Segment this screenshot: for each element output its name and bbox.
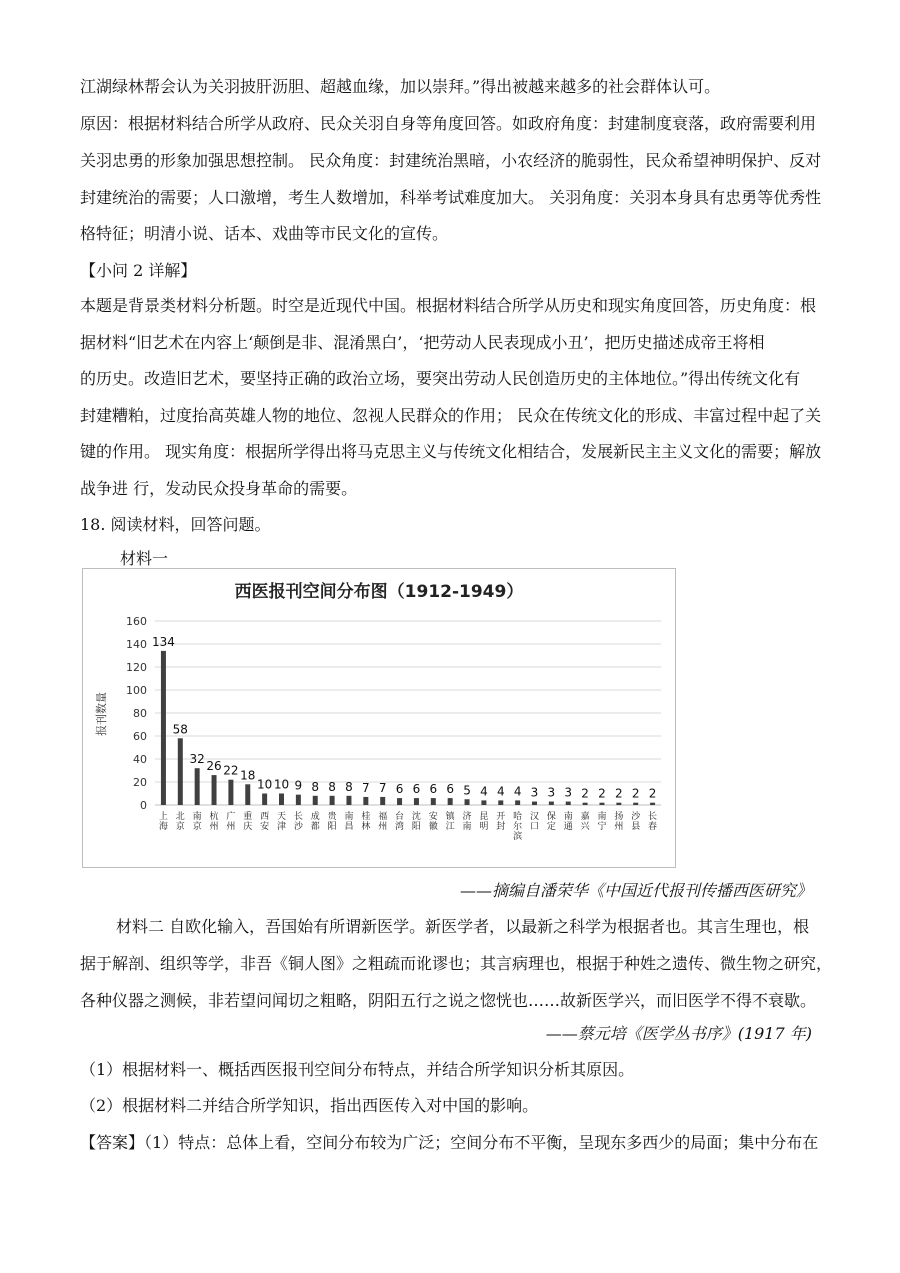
bar-昆明 [481,800,486,805]
data-label: 7 [362,780,370,795]
bar-chart [83,569,675,867]
text-line: 关羽忠勇的形象加强思想控制。 民众角度：封建统治黑暗，小农经济的脆弱性，民众希望神明保护、反对 [80,151,822,170]
answer-line [80,1130,818,1153]
x-tick-label: 嘉兴 [580,812,590,832]
bar-嘉兴 [583,803,588,805]
x-tick-label: 长沙 [293,812,303,832]
x-tick-label: 安徽 [428,812,438,832]
data-label: 22 [223,763,239,778]
bar-成都 [313,796,318,805]
data-label: 6 [412,782,421,797]
data-label: 6 [446,782,454,797]
x-tick-label: 贵阳 [327,812,337,832]
source-citation-1: ——摘编自潘荣华《中国近代报刊传播西医研究》 [459,881,812,900]
x-tick-label: 保定 [546,812,556,832]
x-tick-label: 南宁 [597,812,607,832]
data-label: 4 [513,784,522,799]
x-tick-label: 开封 [496,812,506,832]
data-label: 2 [581,786,589,801]
bar-安徽 [431,798,436,805]
text-line: 据材料“旧艺术在内容上‘颠倒是非、混淆黑白’，‘把劳动人民表现成小丑’，把历史描述成帝王将相 [80,333,765,352]
x-tick-label: 广州 [226,812,236,832]
text-line: 各种仪器之测候，非若望问闻切之粗略，阴阳五行之说之惚恍也……故新医学兴，而旧医学不得不衰歇。 [80,991,817,1010]
data-label: 134 [151,634,175,649]
y-tick-label: 80 [133,707,147,720]
y-tick-label: 20 [133,776,147,789]
text-line: 据于解剖、组织等学，非吾《铜人图》之粗疏而讹谬也；其言病理也，根据于种姓之遗传、微生物之研究， [80,954,833,973]
text-line: 本题是背景类材料分析题。时空是近现代中国。根据材料结合所学从历史和现实角度回答，历史角度：根 [80,296,817,315]
x-tick-label: 南昌 [344,812,354,832]
bar-长春 [650,803,655,805]
data-label: 10 [273,777,290,792]
bar-南通 [566,802,571,805]
source-citation-2: ——蔡元培《医学丛书序》(1917 年) [545,1024,812,1043]
bar-南昌 [346,796,351,805]
data-label: 6 [395,782,404,797]
data-label: 5 [463,783,471,798]
x-tick-label: 汉口 [529,812,540,832]
bar-上海 [161,651,166,805]
data-label: 3 [530,785,539,800]
text-line: 江湖绿林帮会认为关羽披肝沥胆、超越血缘，加以崇拜。”得出被越来越多的社会群体认可。 [80,77,721,96]
x-tick-label: 沙县 [631,812,641,832]
bar-杭州 [212,775,217,805]
data-label: 10 [256,777,273,792]
x-tick-label: 桂林 [361,812,371,832]
bar-桂林 [363,797,368,805]
x-tick-label: 南京 [192,812,202,832]
bar-重庆 [245,784,250,805]
data-label: 3 [564,785,573,800]
bar-汉口 [532,802,537,805]
x-tick-label: 西安 [260,812,270,832]
data-label: 7 [378,780,387,795]
x-tick-label: 成都 [310,812,320,832]
data-label: 26 [206,759,222,774]
data-label: 3 [547,785,556,800]
bar-南京 [195,768,200,805]
data-label: 8 [311,779,320,794]
text-line: 的历史。改造旧艺术，要坚持正确的政治立场，要突出劳动人民创造历史的主体地位。”得出传统文化有 [80,369,801,388]
question-18: 18. 阅读材料，回答问题。 [80,515,271,534]
bar-扬州 [616,803,621,805]
y-axis-label: 报刊数量 [95,692,108,736]
y-tick-label: 100 [126,684,147,697]
data-label: 18 [240,768,256,783]
data-label: 58 [172,722,188,737]
data-label: 2 [648,786,657,801]
x-tick-label: 哈尔滨 [513,812,523,842]
data-label: 2 [631,786,640,801]
chart-frame [82,568,676,868]
x-tick-label: 南通 [563,812,573,832]
data-label: 32 [189,752,205,767]
y-tick-label: 140 [126,638,147,651]
data-label: 6 [429,782,438,797]
bar-天津 [279,794,284,806]
data-label: 2 [598,786,606,801]
bar-镇江 [448,798,453,805]
data-label: 4 [496,784,505,799]
text-line: 格特征；明清小说、话本、戏曲等市民文化的宣传。 [80,224,449,243]
bar-沈阳 [414,798,419,805]
bar-南宁 [599,803,604,805]
x-tick-label: 上海 [158,812,168,832]
x-tick-label: 镇江 [445,812,455,832]
x-tick-label: 昆明 [479,812,489,832]
text-line: 战争进 行，发动民众投身革命的需要。 [80,479,358,498]
bar-开封 [498,800,503,805]
x-tick-label: 沈阳 [411,812,421,832]
y-tick-label: 40 [133,753,147,766]
y-tick-label: 160 [126,615,147,628]
x-tick-label: 福州 [378,812,388,832]
bar-济南 [465,799,470,805]
sub-heading: 【小问 2 详解】 [80,261,197,280]
material-1-label: 材料一 [120,549,169,568]
bar-广州 [228,780,233,805]
x-tick-label: 天津 [276,812,287,832]
text-line: 材料二 自欧化输入，吾国始有所谓新医学。新医学者，以最新之科学为根据者也。其言生理也，根 [116,917,810,936]
y-tick-label: 0 [140,799,147,812]
x-tick-label: 北京 [175,812,185,832]
bar-福州 [380,797,385,805]
data-label: 9 [294,778,303,793]
data-label: 8 [345,779,353,794]
bar-长沙 [296,795,301,805]
y-tick-label: 120 [126,661,147,674]
answer-tag: 【答案】 [80,1133,145,1152]
data-label: 2 [615,786,623,801]
bar-哈尔滨 [515,800,520,805]
x-tick-label: 重庆 [243,812,253,832]
bar-台湾 [397,798,402,805]
bar-沙县 [633,803,638,805]
answer-text: （1）特点：总体上看，空间分布较为广泛；空间分布不平衡，呈现东多西少的局面；集中分布在 [144,1133,819,1152]
text-line: 原因：根据材料结合所学从政府、民众关羽自身等角度回答。如政府角度：封建制度衰落，政府需要利用 [80,114,817,133]
text-line: 封建糟粕，过度抬高英雄人物的地位、忽视人民群众的作用； 民众在传统文化的形成、丰富过程中起了关 [80,406,822,425]
x-tick-label: 长春 [648,812,658,832]
x-tick-label: 台湾 [395,812,405,832]
sub-question-1: （1）根据材料一、概括西医报刊空间分布特点，并结合所学知识分析其原因。 [80,1060,635,1079]
y-tick-label: 60 [133,730,147,743]
sub-question-2: （2）根据材料二并结合所学知识，指出西医传入对中国的影响。 [80,1096,539,1115]
x-tick-label: 济南 [462,812,472,832]
bar-贵阳 [330,796,335,805]
text-line: 键的作用。 现实角度：根据所学得出将马克思主义与传统文化相结合，发展新民主主义文化的需要；解放 [80,442,822,461]
bar-北京 [178,738,183,805]
text-line: 封建统治的需要；人口激增，考生人数增加，科举考试难度加大。 关羽角度：关羽本身具有忠勇等优秀性 [80,188,822,207]
data-label: 8 [328,779,336,794]
bar-西安 [262,794,267,806]
bar-保定 [549,802,554,805]
x-tick-label: 杭州 [209,812,219,832]
data-label: 4 [480,784,488,799]
x-tick-label: 扬州 [614,812,624,832]
chart-title: 西医报刊空间分布图（1912-1949） [234,582,524,602]
